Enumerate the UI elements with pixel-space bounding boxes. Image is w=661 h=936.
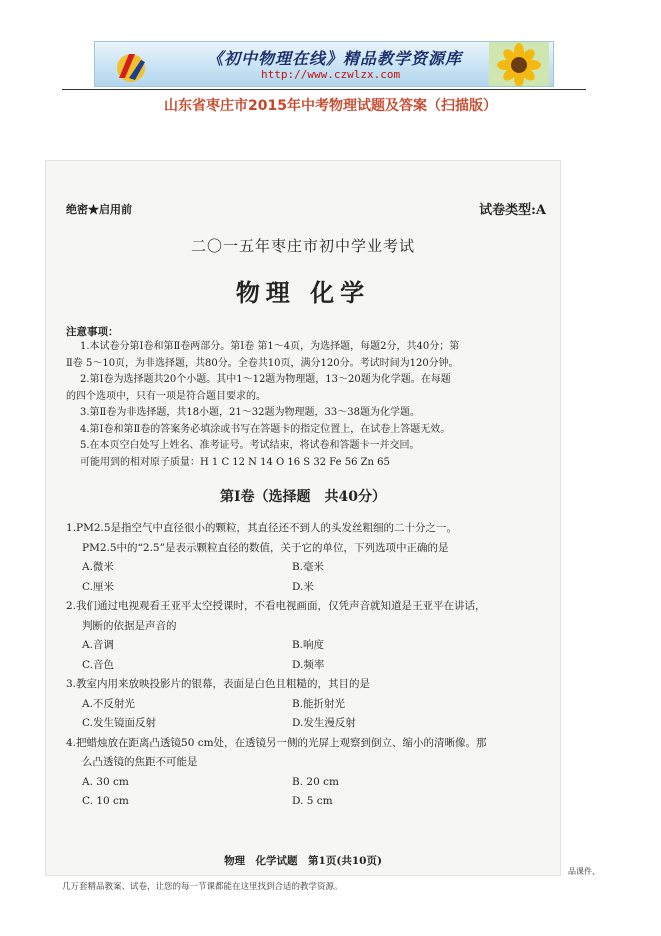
exam-title: 二〇一五年枣庄市初中学业考试 — [190, 237, 415, 255]
option: C.发生镜面反射 — [82, 717, 156, 729]
question-cont: 么凸透镜的焦距不可能是 — [82, 756, 198, 768]
page-footer: 物理 化学试题 第1页(共10页) — [224, 855, 382, 867]
option: A. 30 cm — [82, 775, 129, 788]
notice-line: 可能用到的相对原子质量：H 1 C 12 N 14 O 16 S 32 Fe 56 Zn 65 — [80, 456, 390, 468]
question-cont: PM2.5中的“2.5”是表示颗粒直径的数值，关于它的单位，下列选项中正确的是 — [82, 541, 449, 554]
scanned-page — [45, 160, 561, 876]
header-rule — [62, 89, 586, 90]
option-row — [66, 558, 556, 578]
option: A.音调 — [82, 639, 114, 651]
paper-type: 试卷类型:A — [479, 203, 546, 218]
option-row — [66, 714, 556, 734]
option-row — [66, 695, 556, 715]
option-row — [66, 656, 556, 676]
option: B. 20 cm — [292, 775, 339, 788]
notice-line: 2.第Ⅰ卷为选择题共20个小题。其中1～12题为物理题，13～20题为化学题。在每题 — [80, 374, 451, 385]
question-cont: 判断的依据是声音的 — [82, 619, 177, 632]
document-title: 山东省枣庄市2015年中考物理试题及答案（扫描版） — [164, 98, 497, 114]
notice-line: 3.第Ⅱ卷为非选择题，共18小题，21～32题为物理题，33～38题为化学题。 — [80, 407, 420, 418]
option: D.发生漫反射 — [292, 717, 356, 729]
notice-line: Ⅱ卷 5～10页，为非选择题，共80分。全卷共10页，满分120分。考试时间为120分钟。 — [66, 357, 459, 369]
subject-title: 物理 化学 — [235, 278, 371, 307]
bottom-note: 几万套精品教案、试卷，让您的每一节课都能在这里找到合适的教学资源。 — [62, 882, 343, 892]
notice-line: 4.第Ⅰ卷和第Ⅱ卷的答案务必填涂或书写在答题卡的指定位置上，在试卷上答题无效。 — [80, 423, 451, 435]
option-row — [66, 792, 556, 812]
side-note: 品课件、 — [568, 867, 600, 876]
notice-line: 1.本试卷分第Ⅰ卷和第Ⅱ卷两部分。第Ⅰ卷 第1～4页，为选择题，每题2分，共40分；第 — [80, 341, 460, 352]
site-logo-icon — [111, 48, 151, 84]
question-stem: 2.我们通过电视观看王亚平太空授课时，不看电视画面，仅凭声音就知道是王亚平在讲话， — [66, 600, 486, 612]
option: D. 5 cm — [292, 795, 333, 807]
sunflower-icon — [489, 42, 549, 87]
option: D.米 — [292, 580, 314, 593]
notice-line: 的四个选项中，只有一项是符合题目要求的。 — [66, 390, 266, 402]
question-list — [66, 519, 556, 812]
part-heading: 第Ⅰ卷（选择题 共40分） — [219, 489, 387, 505]
confidential-mark: 绝密★启用前 — [66, 203, 132, 216]
banner-title: 《初中物理在线》精品教学资源库 — [207, 49, 463, 68]
option: C. 10 cm — [82, 795, 129, 807]
banner-url[interactable]: http://www.czwlzx.com — [261, 68, 401, 81]
option: B.毫米 — [292, 561, 325, 573]
option: C.音色 — [82, 658, 114, 671]
option-row — [66, 636, 556, 656]
notice-list — [66, 339, 546, 471]
option: C.厘米 — [82, 580, 114, 593]
question-stem: 3.教室内用来放映投影片的银幕，表面是白色且粗糙的，其目的是 — [66, 678, 371, 690]
notice-line: 5.在本页空白处写上姓名、准考证号。考试结束，将试卷和答题卡一并交回。 — [80, 440, 420, 451]
question-stem: 4.把蜡烛放在距离凸透镜50 cm处，在透镜另一侧的光屏上观察到倒立、缩小的清晰像。那 — [66, 736, 487, 749]
option-row — [66, 773, 556, 793]
site-banner — [94, 41, 554, 87]
notice-heading: 注意事项： — [66, 326, 119, 338]
option: B.响度 — [292, 639, 325, 651]
option: D.频率 — [292, 658, 325, 671]
option: A.微米 — [82, 561, 114, 573]
option-row — [66, 578, 556, 598]
option: A.不反射光 — [82, 697, 135, 710]
question-stem: 1.PM2.5是指空气中直径很小的颗粒，其直径还不到人的头发丝粗细的二十分之一。 — [66, 522, 458, 534]
option: B.能折射光 — [292, 697, 346, 710]
